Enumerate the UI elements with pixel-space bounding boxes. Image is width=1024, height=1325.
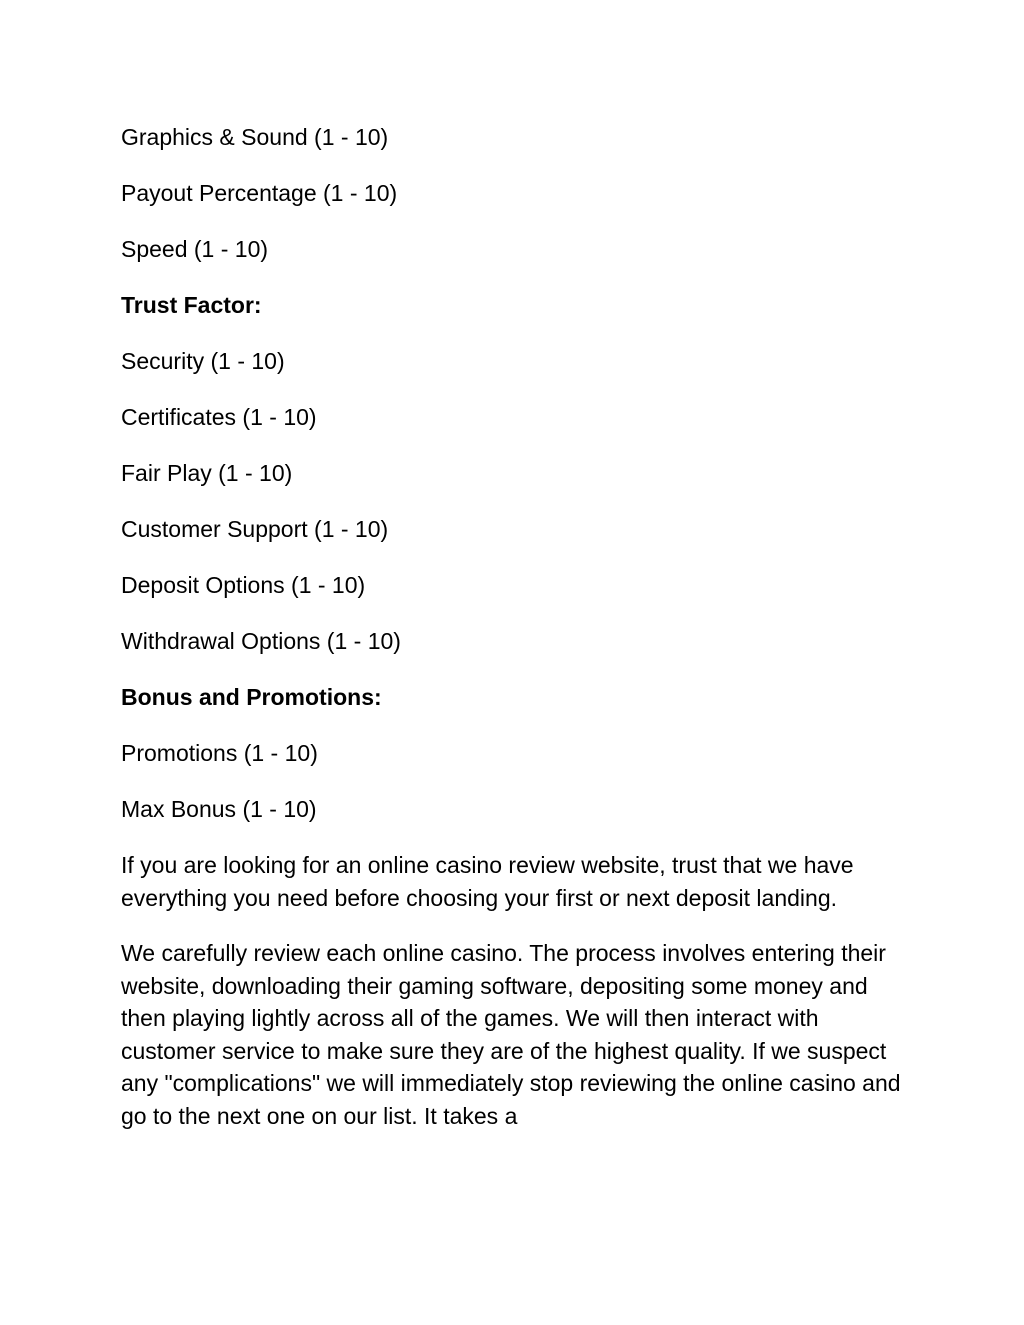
intro-paragraph: If you are looking for an online casino review website, trust that we have everything you need before choosing your first or next deposit landing. bbox=[121, 852, 854, 911]
rating-item-speed: Speed (1 - 10) bbox=[121, 236, 269, 262]
rating-item-promotions: Promotions (1 - 10) bbox=[121, 740, 318, 766]
section-heading-trust-factor: Trust Factor: bbox=[121, 292, 262, 318]
review-process-paragraph: We carefully review each online casino. The process involves entering their website, downloading their gaming software, depositing some money and then playing lightly across all of the games. We will then interact with customer service to make sure they are of the highest quality. If we suspect any "complications" we will immediately stop reviewing the online casino and go to the next one on our list. It takes a bbox=[121, 940, 901, 1129]
rating-item-graphics-sound: Graphics & Sound (1 - 10) bbox=[121, 124, 389, 150]
document-body bbox=[121, 121, 911, 1155]
rating-item-customer-support: Customer Support (1 - 10) bbox=[121, 516, 389, 542]
rating-item-deposit-options: Deposit Options (1 - 10) bbox=[121, 572, 366, 598]
rating-item-max-bonus: Max Bonus (1 - 10) bbox=[121, 796, 317, 822]
rating-item-fair-play: Fair Play (1 - 10) bbox=[121, 460, 293, 486]
rating-item-payout-percentage: Payout Percentage (1 - 10) bbox=[121, 180, 398, 206]
rating-item-certificates: Certificates (1 - 10) bbox=[121, 404, 317, 430]
rating-item-withdrawal-options: Withdrawal Options (1 - 10) bbox=[121, 628, 401, 654]
section-heading-bonus-promotions: Bonus and Promotions: bbox=[121, 684, 382, 710]
rating-item-security: Security (1 - 10) bbox=[121, 348, 285, 374]
